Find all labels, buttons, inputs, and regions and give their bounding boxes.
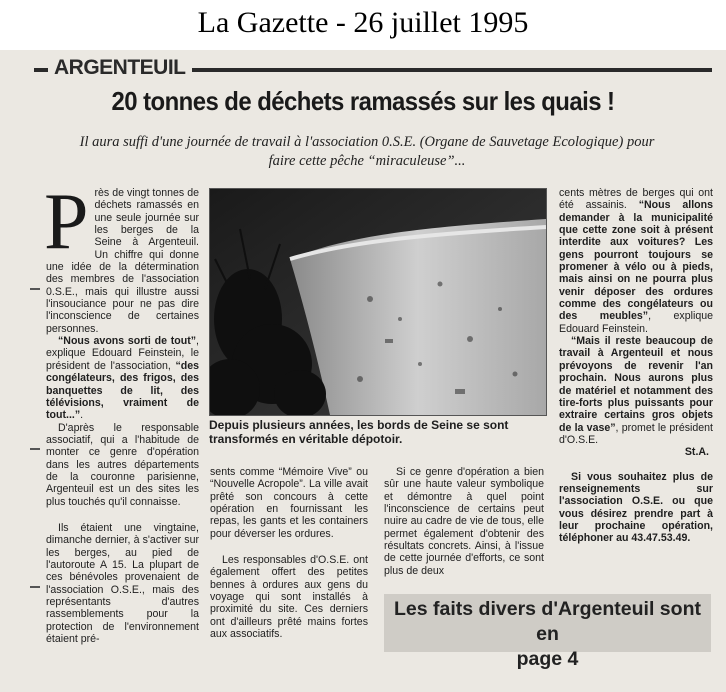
quote-text: “des congélateurs, des frigos, des banquettes de lit, des télévisions, vraiment de tout...” [46,359,199,422]
section-header [34,56,712,79]
article-column-1 [44,178,199,646]
paragraph [559,187,713,335]
section-dash [34,68,48,72]
quote-text: “Nous avons sorti de tout” [58,335,197,348]
riverbank-photo [209,188,547,416]
article-column-2 [210,466,368,640]
paragraph-text: rès de vingt tonnes de déchets ramassés en une seule journée sur les berges de la Seine à Argenteuil. Un chiffre qui donne une idée de la détermination des membres de l'association 0.S.E., mais qui illustre aussi l'insouciance pour ne pas dire l'inconscience de certaines personnes. [46,187,199,335]
paragraph-text: , explique Edouard Feinstein. [559,310,713,335]
article-column-3 [384,466,544,577]
paragraph: Si ce genre d'opération a bien sûr une haute valeur symbolique et démontre à quel point l'inconscience de certains peut nuire au cadre de vie de tous, elle permet également d'obtenir des résultats concrets. Ainsi, à l'issue de cette journée d'efforts, ce sont plus de deux [384,466,544,577]
article-standfirst [30,133,704,171]
newspaper-clipping [0,50,726,692]
margin-mark [30,448,40,450]
clipping-source-title: La Gazette - 26 juillet 1995 [0,0,726,48]
paragraph: Les responsables d'O.S.E. ont également offert des petites bennes à ordures aux gens du voyage qui sont installés à proximité du site. Ces derniers ont d'ailleurs prêté mains fortes aux associatifs. [210,554,368,641]
paragraph: Ils étaient une vingtaine, dimanche dernier, à s'activer sur les berges, au pied de l'autoroute A 15. La plupart de ces bénévoles provenaient de l'association O.S.E., mais des représentants d'autres rassemblements pour la protection de l'environnement étaient pré- [46,521,199,646]
paragraph-text: . [80,409,84,422]
photo-illustration [210,189,546,415]
paragraph: sents comme “Mémoire Vive” ou “Nouvelle Acropole”. La ville avait prêté son concours à cette opération en fournissant les repas, les gants et les containers pour déverser les ordures. [210,466,368,540]
paragraph-text: cents mètres de berges qui ont été assainis. [559,187,713,212]
paragraph [559,335,713,446]
article-headline: 20 tonnes de déchets ramassés sur les quais ! [111,86,615,116]
paragraph-text: , promet le président d'O.S.E. [559,421,713,446]
standfirst-line-2: faire cette pêche “miraculeuse”... [268,153,466,169]
paragraph [44,178,199,335]
margin-mark [30,586,40,588]
drop-cap: P [44,178,89,266]
photo-caption: Depuis plusieurs années, les bords de Seine se sont transformés en véritable dépotoir. [209,418,509,446]
paragraph [46,335,199,421]
paragraph-text: , explique Edouard Feinstein, le président de l'association, [46,335,199,372]
paragraph: D'après le responsable associatif, qui a l'habitude de monter ce genre d'opération dans les autres départements de la couronne parisienne, Argenteuil est un des sites les plus touchés qu'il connaisse. [46,421,199,508]
standfirst-line-1: Il aura suffi d'une journée de travail à l'association 0.S.E. (Organe de Sauvetage Ecologique) pour [79,134,655,150]
section-label: ARGENTEUIL [54,56,186,79]
contact-paragraph: Si vous souhaitez plus de renseignements sur l'association O.S.E. ou que vous désirez prendre part à leur prochaine opération, téléphoner au 43.47.53.49. [559,470,713,545]
promo-line-1: Les faits divers d'Argenteuil sont en [394,598,701,645]
section-rule [192,68,712,72]
promo-line-2: page 4 [516,648,579,670]
quote-text: “Mais il reste beaucoup de travail à Argenteuil et nous prévoyons de revenir l'an prochain. Nous aurons plus de matériel et notamment des tire-forts plus puissants pour extraire certains gros objets de la vase” [559,335,713,434]
promo-box [384,594,711,670]
author-signature: St.A. [684,446,709,459]
quote-text: “Nous allons demander à la municipalité que cette zone soit à présent interdite aux voitures? Les gens pourront toujours se promener à vélo ou à pieds, mais ainsi on ne pourra plus venir déposer des ordures comme des congélateurs ou des meubles” [559,199,713,323]
article-column-4 [559,187,713,545]
margin-mark [30,288,40,290]
